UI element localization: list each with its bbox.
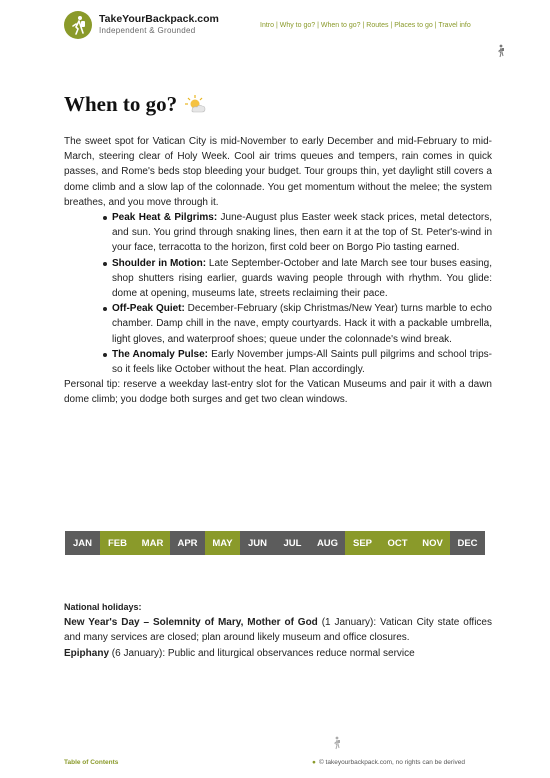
footer-copyright [312, 759, 465, 766]
nav-item-places[interactable]: Places to go [394, 22, 433, 29]
brand-name[interactable]: TakeYourBackpack.com [99, 13, 219, 25]
bullet-title: The Anomaly Pulse: [112, 348, 208, 360]
bullet-title: Peak Heat & Pilgrims: [112, 212, 218, 224]
month-jul: JUL [275, 531, 310, 555]
bullet-text: Early November jumps-All Saints pull pilgrims and school trips-so it feels like October without the heat. Plan accordingly. [112, 348, 492, 376]
bullet-text: June-August plus Easter week stack prices, metal detectors, and sun. You grind through snaking lines, then earn it at the top of St. Peter's-wind in your face, terracotta to the horizon, first cold beer on Borgo Pio tasting earned. [112, 212, 493, 254]
personal-tip: Personal tip: reserve a weekday last-entry slot for the Vatican Museums and pair it with a dawn dome climb; you dodge both surges and get two clean windows. [64, 379, 492, 406]
nav-item-routes[interactable]: Routes [366, 22, 389, 29]
list-item [112, 210, 492, 256]
logo-icon[interactable] [64, 11, 92, 39]
holiday-name: New Year's Day – Solemnity of Mary, Mother of God [64, 617, 318, 629]
holidays-section [64, 600, 492, 661]
location-pin-icon: ● [312, 759, 316, 766]
hiker-icon [496, 44, 506, 58]
nav-item-why[interactable]: Why to go? [279, 22, 316, 29]
list-item [112, 256, 492, 302]
main-content [64, 134, 492, 408]
holiday-item [64, 646, 492, 661]
page-header [0, 0, 550, 46]
month-apr: APR [170, 531, 205, 555]
month-may: MAY [205, 531, 240, 555]
intro-paragraph: The sweet spot for Vatican City is mid-November to early December and mid-February to mid-March, steering clear of Holy Week. Cool air trims queues and tempers, rain comes in quick passes, and Rome's beds stop bleeding your budget. Tour groups thin, yet daylight still covers a dome climb and a slow lap of the colonnade. You get momentum without the melee; the system breathes, and you move through it. [64, 136, 492, 208]
nav-item-when[interactable]: When to go? [320, 22, 361, 29]
bullet-text: December-February (skip Christmas/New Year) turns marble to echo chamber. Damp chill in the nave, empty courtyards. Hack it with a packable umbrella, light gloves, and waterproof shoes; queue under the colonnade's wind break. [112, 303, 492, 345]
nav-item-travel[interactable]: Travel info [438, 22, 471, 29]
month-jan: JAN [65, 531, 100, 555]
holidays-title: National holidays: [64, 602, 142, 612]
month-jun: JUN [240, 531, 275, 555]
month-aug: AUG [310, 531, 345, 555]
table-of-contents-link[interactable]: Table of Contents [64, 759, 119, 766]
bullet-title: Shoulder in Motion: [112, 257, 207, 269]
month-feb: FEB [100, 531, 135, 555]
list-item [112, 301, 492, 347]
season-list [64, 210, 492, 377]
sun-cloud-icon [184, 94, 206, 114]
month-dec: DEC [450, 531, 485, 555]
holiday-item [64, 615, 492, 645]
page-title: When to go? [64, 92, 178, 116]
bullet-title: Off-Peak Quiet: [112, 303, 185, 315]
list-item [112, 347, 492, 377]
bullet-text: Late September-October and late March see tour buses easing, shop shutters rising earlier, guards waving people through with rhythm. You glide: dome at opening, museums late, streets reclaiming their pace. [112, 257, 492, 300]
holiday-name: Epiphany [64, 647, 110, 659]
top-nav: Intro | Why to go? | When to go? | Routes | Places to go | Travel info [260, 22, 471, 29]
month-bar [65, 531, 485, 555]
month-nov: NOV [415, 531, 450, 555]
copyright-text: © takeyourbackpack.com, no rights can be derived [318, 759, 465, 766]
hiker-icon [332, 736, 342, 750]
month-oct: OCT [380, 531, 415, 555]
holiday-text: (1 January): Vatican City state offices and many services are closed; plan around likely museum and office closures. [64, 617, 492, 644]
holiday-text: (6 January): Public and liturgical observances reduce normal service [109, 647, 415, 659]
month-sep: SEP [345, 531, 380, 555]
month-mar: MAR [135, 531, 170, 555]
brand-tagline: Independent & Grounded [99, 26, 196, 35]
nav-item-intro[interactable]: Intro [260, 22, 275, 29]
